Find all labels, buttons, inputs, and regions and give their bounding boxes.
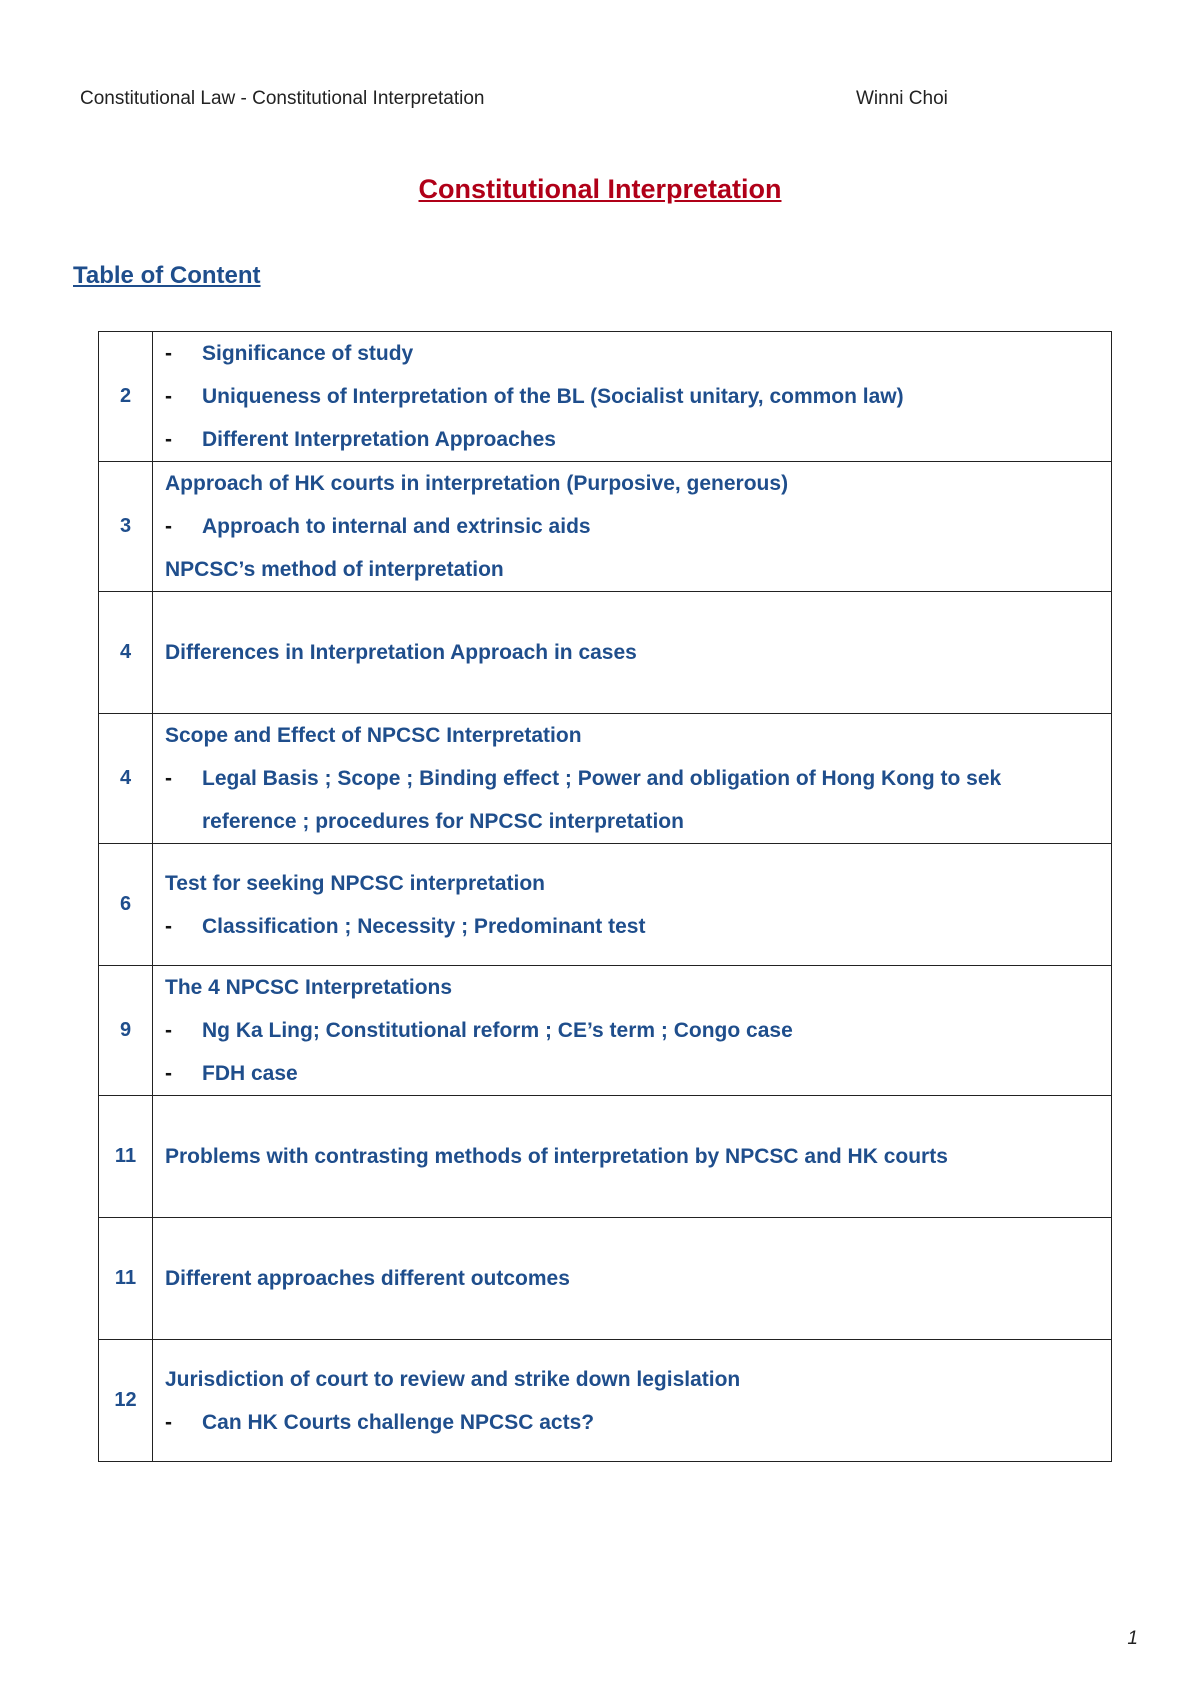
toc-continuation-line: reference ; procedures for NPCSC interpretation [202,810,684,833]
toc-bullet-item [165,505,1111,548]
toc-topic: NPCSC’s method of interpretation [165,558,504,581]
toc-page-number: 4 [99,714,153,844]
toc-row [99,1096,1112,1218]
running-header-title: Constitutional Law - Constitutional Interpretation [80,88,485,109]
toc-topic: The 4 NPCSC Interpretations [165,976,453,999]
toc-row [99,1340,1112,1462]
toc-page-number: 4 [99,592,153,714]
bullet-dash: - [165,767,172,790]
toc-bullet-item [165,375,1111,418]
toc-bullet-text: Significance of study [202,342,414,365]
toc-bullet-item [165,757,1111,800]
toc-bullet-text: Ng Ka Ling; Constitutional reform ; CE’s term ; Congo case [202,1019,793,1042]
toc-page-number: 2 [99,332,153,462]
toc-bullet-item [165,332,1111,375]
toc-topic: Test for seeking NPCSC interpretation [165,871,546,895]
toc-entry [153,714,1112,844]
toc-bullet-text: FDH case [202,1062,298,1085]
toc-entry [153,462,1112,592]
toc-row [99,966,1112,1096]
toc-table-body [99,332,1112,1462]
document-title: Constitutional Interpretation [418,174,782,204]
bullet-dash: - [165,1410,172,1434]
bullet-dash: - [165,385,172,408]
toc-row [99,592,1112,714]
toc-entry [153,844,1112,966]
toc-bullet-item [165,1009,1111,1052]
bullet-dash: - [165,1019,172,1042]
toc-row [99,844,1112,966]
toc-entry [153,332,1112,462]
toc-topic: Approach of HK courts in interpretation (Purposive, generous) [165,472,789,495]
toc-row [99,1218,1112,1340]
toc-heading: Table of Content [73,262,261,289]
toc-bullet-item [165,1052,1111,1095]
toc-bullet-text: Classification ; Necessity ; Predominant test [202,914,646,938]
toc-topic: Problems with contrasting methods of interpretation by NPCSC and HK courts [165,1145,948,1168]
toc-topic: Differences in Interpretation Approach in cases [165,641,637,664]
toc-bullet-text: Legal Basis ; Scope ; Binding effect ; Power and obligation of Hong Kong to sek [202,767,1002,790]
toc-row [99,332,1112,462]
toc-table [98,331,1112,1462]
page-number: 1 [1127,1628,1138,1649]
toc-topic: Scope and Effect of NPCSC Interpretation [165,724,582,747]
toc-bullet-text: Can HK Courts challenge NPCSC acts? [202,1410,595,1434]
toc-bullet-item [165,905,1111,948]
running-header-author: Winni Choi [856,88,948,109]
toc-bullet-item [165,1401,1111,1444]
toc-row [99,462,1112,592]
toc-page-number: 6 [99,844,153,966]
bullet-dash: - [165,342,172,365]
toc-page-number: 9 [99,966,153,1096]
toc-topic: Different approaches different outcomes [165,1267,570,1290]
toc-bullet-text: Approach to internal and extrinsic aids [202,515,591,538]
toc-page-number: 12 [99,1340,153,1462]
toc-bullet-text: Uniqueness of Interpretation of the BL (Socialist unitary, common law) [202,385,904,408]
toc-page-number: 11 [99,1218,153,1340]
toc-entry [153,966,1112,1096]
toc-page-number: 3 [99,462,153,592]
toc-bullet-text: Different Interpretation Approaches [202,428,556,451]
toc-page-number: 11 [99,1096,153,1218]
toc-topic: Jurisdiction of court to review and strike down legislation [165,1367,741,1391]
toc-entry [153,1340,1112,1462]
toc-entry [153,592,1112,714]
toc-bullet-item [165,418,1111,461]
toc-row [99,714,1112,844]
toc-entry [153,1218,1112,1340]
bullet-dash: - [165,428,172,451]
bullet-dash: - [165,1062,172,1085]
toc-entry [153,1096,1112,1218]
bullet-dash: - [165,914,172,938]
bullet-dash: - [165,515,172,538]
